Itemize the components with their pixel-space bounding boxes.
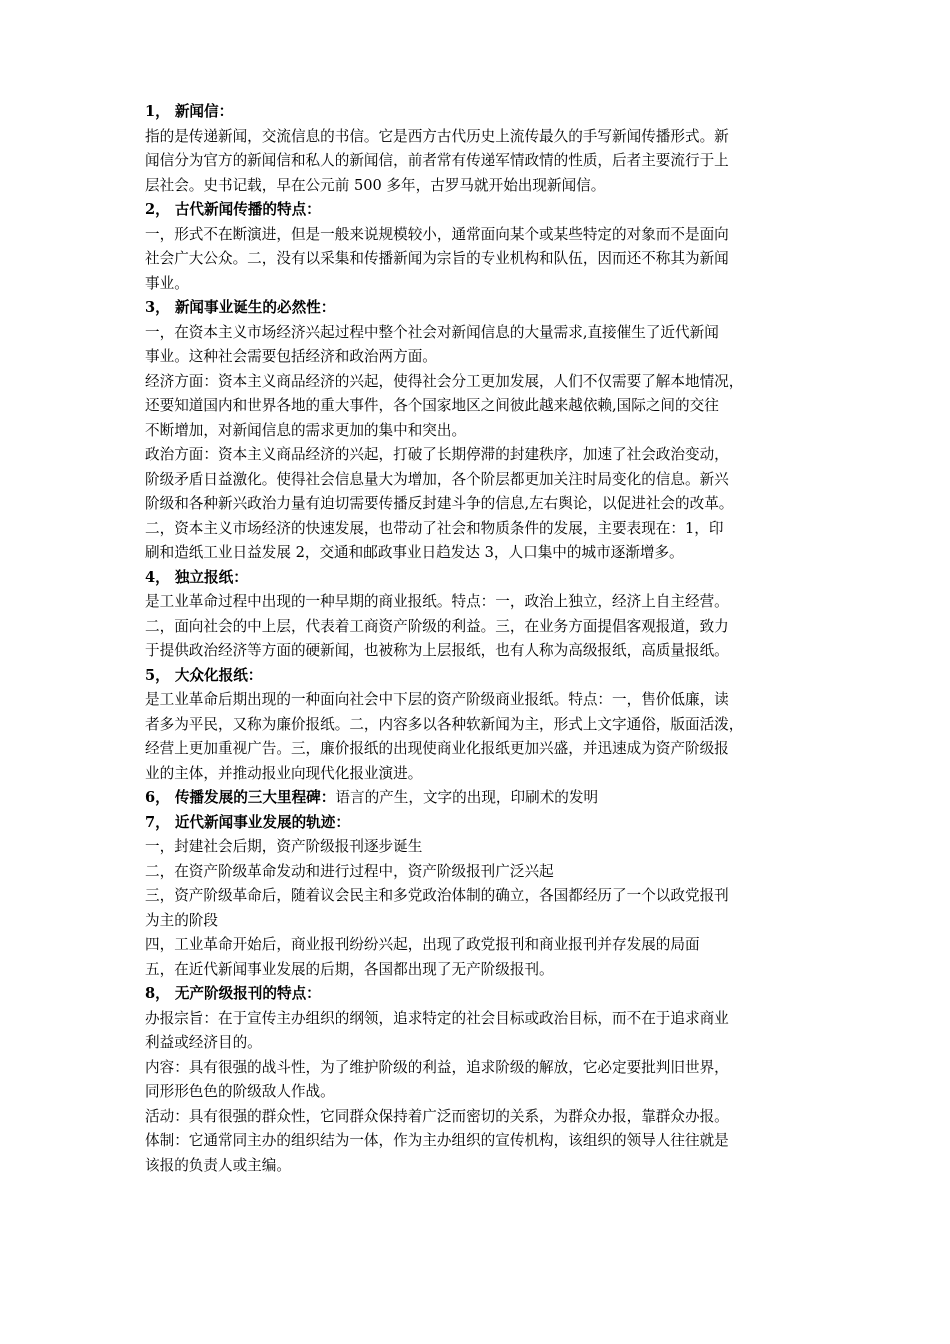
paragraph-line: 利益或经济目的。 bbox=[145, 1034, 262, 1051]
paragraph-line: 社会广大公众。二，没有以采集和传播新闻为宗旨的专业机构和队伍，因而还不称其为新闻 bbox=[145, 250, 729, 267]
paragraph-line: 层社会。史书记载，早在公元前 500 多年，古罗马就开始出现新闻信。 bbox=[145, 176, 606, 194]
paragraph-line: 指的是传递新闻，交流信息的书信。它是西方古代历史上流传最久的手写新闻传播形式。新 bbox=[145, 127, 729, 145]
section-heading: 2， 古代新闻传播的特点： bbox=[145, 201, 321, 218]
section-heading-line bbox=[145, 786, 810, 811]
paragraph-line: 内容：具有很强的战斗性，为了维护阶级的利益，追求阶级的解放，它必定要批判旧世界， bbox=[145, 1058, 729, 1076]
paragraph-line: 者多为平民，又称为廉价报纸。二，内容多以各种软新闻为主，形式上文字通俗，版面活泼， bbox=[145, 715, 744, 733]
paragraph-line: 一，在资本主义市场经济兴起过程中整个社会对新闻信息的大量需求,直接催生了近代新闻 bbox=[145, 323, 719, 341]
paragraph-line: 三，资产阶级革命后，随着议会民主和多党政治体制的确立，各国都经历了一个以政党报刊 bbox=[145, 887, 729, 904]
section-heading: 5， 大众化报纸： bbox=[145, 666, 263, 684]
section-heading: 8， 无产阶级报刊的特点： bbox=[145, 985, 321, 1002]
paragraph-line: 政治方面：资本主义商品经济的兴起，打破了长期停滞的封建秩序，加速了社会政治变动， bbox=[145, 446, 729, 463]
paragraph-line: 五，在近代新闻事业发展的后期，各国都出现了无产阶级报刊。 bbox=[145, 960, 554, 978]
paragraph-line: 经济方面：资本主义商品经济的兴起，使得社会分工更加发展，人们不仅需要了解本地情况， bbox=[145, 372, 744, 390]
paragraph-line: 阶级和各种新兴政治力量有迫切需要传播反封建斗争的信息,左右舆论，以促进社会的改革。 bbox=[145, 495, 734, 512]
paragraph-line: 二，资本主义市场经济的快速发展，也带动了社会和物质条件的发展，主要表现在：1，印 bbox=[145, 519, 724, 537]
paragraph-line: 为主的阶段 bbox=[145, 911, 218, 929]
paragraph-line: 活动：具有很强的群众性，它同群众保持着广泛而密切的关系，为群众办报，靠群众办报。 bbox=[145, 1107, 729, 1125]
paragraph-line: 还要知道国内和世界各地的重大事件，各个国家地区之间彼此越来越依赖,国际之间的交往 bbox=[145, 397, 719, 414]
paragraph-line: 体制：它通常同主办的组织结为一体，作为主办组织的宣传机构，该组织的领导人往往就是 bbox=[145, 1132, 729, 1149]
paragraph-line: 于提供政治经济等方面的硬新闻，也被称为上层报纸，也有人称为高级报纸，高质量报纸。 bbox=[145, 642, 729, 659]
paragraph-line: 二，面向社会的中上层，代表着工商资产阶级的利益。三，在业务方面提倡客观报道，致力 bbox=[145, 617, 729, 635]
paragraph-line: 事业。这种社会需要包括经济和政治两方面。 bbox=[145, 348, 437, 365]
paragraph-line: 是工业革命过程中出现的一种早期的商业报纸。特点：一，政治上独立，经济上自主经营。 bbox=[145, 593, 729, 610]
paragraph-line: 闻信分为官方的新闻信和私人的新闻信，前者常有传递军情政情的性质，后者主要流行于上 bbox=[145, 152, 729, 169]
section-heading: 3， 新闻事业诞生的必然性： bbox=[145, 299, 336, 316]
paragraph-line: 四，工业革命开始后，商业报刊纷纷兴起，出现了政党报刊和商业报刊并存发展的局面 bbox=[145, 936, 700, 953]
paragraph-line: 不断增加，对新闻信息的需求更加的集中和突出。 bbox=[145, 421, 467, 439]
paragraph-line: 二，在资产阶级革命发动和进行过程中，资产阶级报刊广泛兴起 bbox=[145, 862, 554, 880]
section-heading: 6， 传播发展的三大里程碑： bbox=[145, 789, 336, 806]
paragraph-line: 经营上更加重视广告。三，廉价报纸的出现使商业化报纸更加兴盛，并迅速成为资产阶级报 bbox=[145, 740, 729, 757]
paragraph-line: 一，封建社会后期，资产阶级报刊逐步诞生 bbox=[145, 838, 423, 855]
paragraph-line: 同形形色色的阶级敌人作战。 bbox=[145, 1083, 335, 1100]
paragraph-line: 事业。 bbox=[145, 274, 189, 292]
paragraph-line: 阶级矛盾日益激化。使得社会信息量大为增加，各个阶层都更加关注时局变化的信息。新兴 bbox=[145, 470, 729, 488]
paragraph-line: 业的主体，并推动报业向现代化报业演进。 bbox=[145, 764, 423, 782]
paragraph-line: 是工业革命后期出现的一种面向社会中下层的资产阶级商业报纸。特点：一，售价低廉，读 bbox=[145, 691, 729, 708]
section-heading: 4， 独立报纸： bbox=[145, 568, 248, 586]
paragraph-text: 语言的产生，文字的出现，印刷术的发明 bbox=[335, 789, 599, 806]
paragraph-line: 办报宗旨：在于宣传主办组织的纲领，追求特定的社会目标或政治目标，而不在于追求商业 bbox=[145, 1009, 729, 1027]
paragraph-line: 一，形式不在断演进，但是一般来说规模较小，通常面向某个或某些特定的对象而不是面向 bbox=[145, 225, 729, 243]
section-heading: 1， 新闻信： bbox=[145, 103, 234, 120]
paragraph-line: 该报的负责人或主编。 bbox=[145, 1156, 291, 1174]
section-heading: 7， 近代新闻事业发展的轨迹： bbox=[145, 813, 350, 831]
paragraph-line: 刷和造纸工业日益发展 2，交通和邮政事业日趋发达 3，人口集中的城市逐渐增多。 bbox=[145, 544, 684, 561]
